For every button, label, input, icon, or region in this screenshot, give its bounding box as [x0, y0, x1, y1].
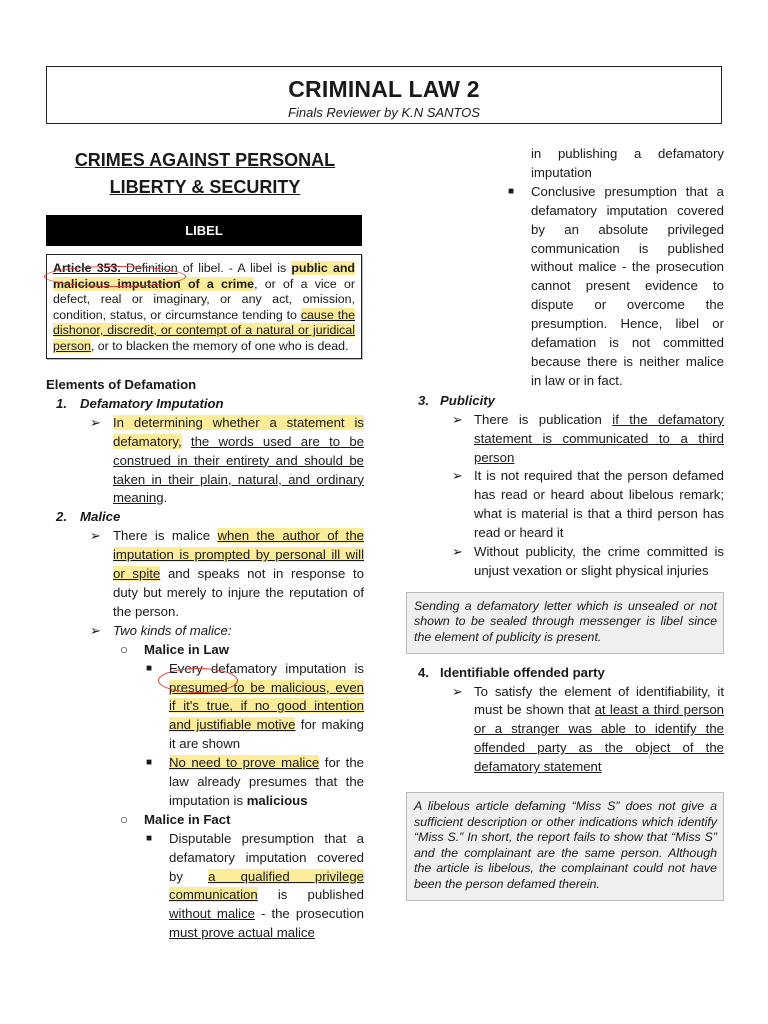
- element-4-bullet-1: [406, 683, 724, 778]
- article-number: Article 353.: [53, 261, 121, 275]
- element-1-title: Defamatory Imputation: [80, 395, 224, 411]
- libel-heading-bar: LIBEL: [46, 215, 362, 246]
- e3-text-b: It is not required that the person defamed has read or heard about libelous remark; what is material is that a third person has read or heard it: [474, 468, 724, 541]
- section-title: [46, 147, 364, 201]
- element-2-heading: [46, 508, 364, 527]
- element-3-number: 3.: [418, 392, 429, 408]
- malice-in-law-item-1: [46, 660, 364, 755]
- arrow-bullet-icon: ➢: [452, 544, 464, 560]
- article-text-1: of libel. - A libel is: [177, 261, 292, 275]
- malice-in-law-title: Malice in Law: [144, 641, 230, 657]
- element-3-heading: [406, 392, 724, 411]
- malice-in-fact-item-2: [406, 183, 724, 391]
- document-subtitle: Finals Reviewer by K.N SANTOS: [288, 105, 480, 120]
- square-bullet-icon: ■: [508, 185, 515, 197]
- circle-bullet-icon: ○: [120, 811, 128, 827]
- fact1-text-d: without malice: [169, 906, 255, 922]
- malice-in-fact-item-1: [46, 830, 364, 943]
- element-4-title: Identifiable offended party: [440, 664, 605, 680]
- square-bullet-icon: ■: [146, 662, 153, 674]
- document-header: [46, 66, 722, 124]
- element-3-title: Publicity: [440, 392, 495, 408]
- e3-text-c: Without publicity, the crime committed is unjust vexation or slight physical injuries: [474, 544, 724, 578]
- law2-text-b: for the law already presumes that the imputation is: [169, 755, 364, 808]
- two-kinds-of-malice: Two kinds of malice:: [113, 622, 232, 638]
- law1-text-a: Every defamatory imputation is: [169, 660, 364, 676]
- article-text-2: , or of a vice or defect, real or imaginary, or any act, omission, condition, status, or circumstance tending to: [53, 276, 355, 322]
- identifiability-note-box: A libelous article defaming “Miss S” does not give a sufficient description or other indications which identify “Miss S.” In short, the report fails to show that “Miss S” and the complainant are the same person. Although the article is libelous, the complainant could not have been the person defamed therein.: [406, 792, 724, 901]
- arrow-bullet-icon: ➢: [90, 528, 101, 544]
- elements-heading: Elements of Defamation: [46, 377, 197, 392]
- law2-text-c: malicious: [246, 792, 308, 808]
- left-column: [46, 144, 364, 943]
- circle-bullet-icon: ○: [120, 641, 128, 657]
- e4-text-a2: at least a third person or a stranger was able to identify the offended party as the object of the defamatory statement: [474, 702, 724, 775]
- article-text-3: , or to blacken the memory of one who is dead.: [90, 338, 349, 353]
- square-bullet-icon: ■: [146, 757, 153, 769]
- fact1-text-b: a qualified privilege communication: [169, 868, 364, 903]
- fact2-text: Conclusive presumption that a defamatory imputation covered by an absolute privileged communication is published without malice - the prosecution cannot present evidence to dispute or overcome the presumption. Hence, libel or defamation is not committed because there is neither malice in law or in fact.: [531, 183, 724, 388]
- malice-in-fact-title: Malice in Fact: [144, 811, 231, 827]
- section-title-line1: CRIMES AGAINST PERSONAL: [74, 150, 336, 170]
- law2-text-a: No need to prove malice: [169, 755, 320, 771]
- e4-text-a1: To satisfy the element of identifiability, it must be shown that: [474, 683, 724, 718]
- article-definition-word: Definition: [120, 261, 178, 275]
- element-1-text-c: the words used are to be construed in their entirety and should be taken in their plain, natural, and ordinary meaning: [113, 433, 364, 506]
- article-highlight-dishonor: cause the dishonor, discredit, or contempt of a natural or juridical person: [53, 307, 355, 353]
- element-2-bullet-2: [46, 622, 364, 641]
- right-column: [406, 144, 724, 901]
- publicity-note-box: Sending a defamatory letter which is unsealed or not shown to be sealed through messenger is libel since the element of publicity is present.: [406, 592, 724, 654]
- article-353-box: [46, 254, 362, 359]
- law1-text-b: presumed to be malicious, even if it's true, if no good intention and justifiable motive: [169, 679, 364, 733]
- arrow-bullet-icon: ➢: [452, 411, 464, 427]
- arrow-bullet-icon: ➢: [90, 414, 101, 430]
- element-4-number: 4.: [418, 664, 429, 680]
- malice-in-fact-heading: [46, 811, 364, 830]
- fact1-text-g: in publishing a defamatory imputation: [531, 146, 724, 180]
- element-2-text-a: There is malice: [113, 528, 218, 544]
- fact1-text-e: - the prosecution: [254, 906, 364, 922]
- element-2-title: Malice: [80, 509, 121, 525]
- element-4-heading: [406, 664, 724, 683]
- fact1-text-a: Disputable presumption that a defamatory imputation covered by: [169, 830, 364, 884]
- law1-text-c: for making it are shown: [169, 717, 365, 752]
- element-1-heading: [46, 395, 364, 414]
- document-title: CRIMINAL LAW 2: [288, 76, 480, 102]
- article-key-phrase: public and malicious imputation of a crime: [53, 261, 355, 291]
- element-3-bullet-2: [406, 467, 724, 543]
- element-2-text-b: when the author of the imputation is prompted by personal ill will or spite: [113, 528, 364, 582]
- arrow-bullet-icon: ➢: [90, 622, 101, 638]
- arrow-bullet-icon: ➢: [452, 468, 464, 484]
- element-2-text-c: and speaks not in response to duty but merely to injure the reputation of the person.: [113, 566, 364, 619]
- section-title-line2: LIBERTY & SECURITY: [109, 177, 301, 197]
- fact1-text-f: must prove actual malice: [169, 925, 315, 941]
- malice-in-fact-item-1-continued: [406, 145, 724, 183]
- square-bullet-icon: ■: [146, 832, 153, 844]
- fact1-text-c: is published: [257, 887, 364, 903]
- e3-text-a2: if the defamatory statement is communicated to a third person: [474, 411, 724, 465]
- element-1-number: 1.: [56, 395, 67, 411]
- element-3-bullet-1: [406, 411, 724, 468]
- malice-in-law-heading: [46, 641, 364, 660]
- malice-in-law-item-2: [46, 754, 364, 811]
- element-3-bullet-3: [406, 543, 724, 581]
- element-1-text-d: .: [163, 490, 168, 506]
- e3-text-a1: There is publication: [474, 411, 613, 427]
- element-2-number: 2.: [56, 509, 67, 525]
- arrow-bullet-icon: ➢: [452, 683, 464, 699]
- element-2-bullet-1: [46, 527, 364, 622]
- element-1-bullet: [46, 414, 364, 509]
- element-1-space: [182, 434, 191, 449]
- element-1-text-a: In determining whether a statement is defamatory,: [113, 414, 364, 449]
